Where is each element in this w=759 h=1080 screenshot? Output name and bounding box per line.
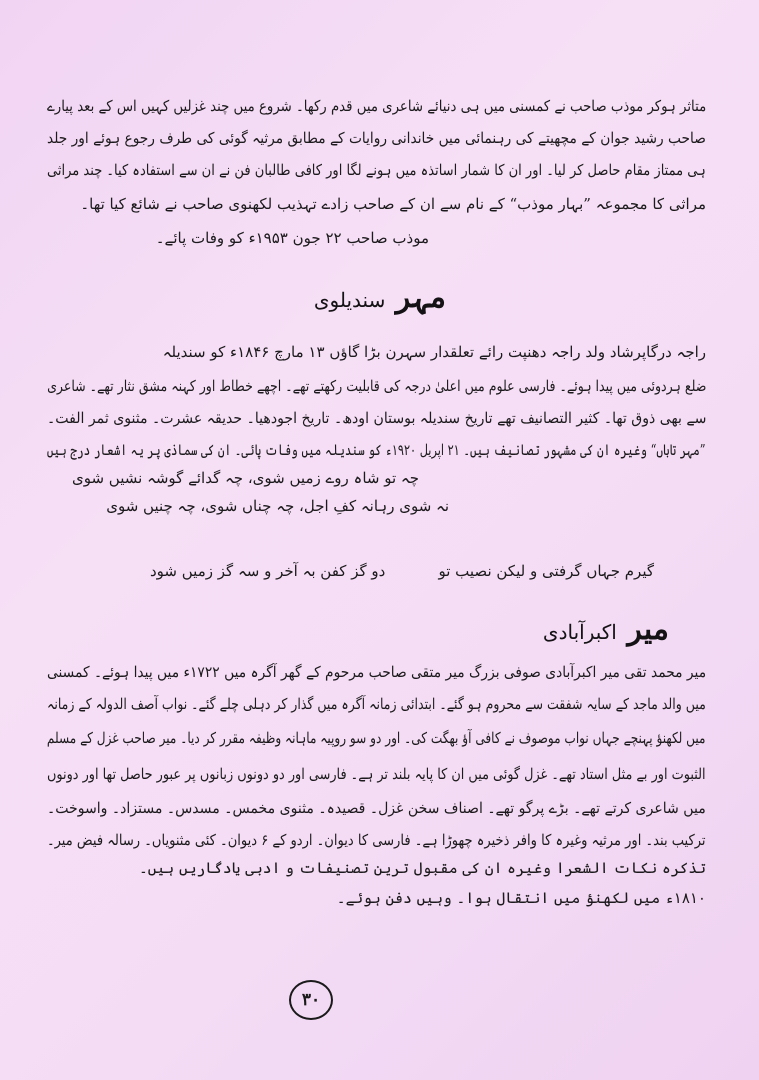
mir-line-4: الثبوت اور بے مثل استاد تھے۔ غزل گوئی میں ان کا پایہ بلند تر ہے۔ فارسی اور دو دونوں زبانوں پر عبور حاصل تھا اور دونوں [47,765,706,783]
page-number: ۳۰ [289,980,333,1020]
mir-line-6: ترکیب بند۔ اور مرثیہ وغیرہ کا وافر ذخیرہ چھوڑا ہے۔ فارسی کا دیوان۔ اردو کے ۶ دیوان۔ کئی مثنویاں۔ رسالہ فیض میر۔ [47,831,706,849]
mir-heading-sub: اکبرآبادی [542,620,617,644]
intro-line-5: موذب صاحب ۲۲ جون ۱۹۵۳ء کو وفات پائے۔ [155,229,429,247]
mir-line-7: تذکرہ نکات الشعرا وغیرہ ان کی مقبول ترین تصنیفات و ادبی یادگاریں ہیں۔ [139,859,706,877]
intro-line-2: صاحب رشید جوان کے مچھیتے کی رہنمائی میں خاندانی روایات کے مطابق مرثیہ گوئی کی طرف رجوع ہوئے اور جلد [47,129,706,147]
verse-left: دو گز کفن بہ آخر و سہ گز زمیں شود [150,562,386,580]
mehr-couplet-2: نہ شوی رہانہ کفِ اجل، چہ چناں شوی، چہ چنیں شوی [106,497,449,515]
intro-line-1: متاثر ہوکر موذب صاحب نے کمسنی میں ہی دنیائے شاعری میں قدم رکھا۔ شروع میں چند غزلیں کہیں اس کے بعد پیارے [46,97,706,115]
mehr-line-4: ”مہر تاباں“ وغیرہ ان کی مشہور تصانیف ہیں۔ ۲۱ اپریل ۱۹۲۰ء کو سندیلہ میں وفات پائی۔ ان کی سماذی پر یہ اشعار درج ہیں [47,441,706,459]
mehr-line-2: ضلع ہردوئی میں پیدا ہوئے۔ فارسی علوم میں اعلیٰ درجہ کی قابلیت رکھتے تھے۔ اچھے خطاط اور کہنہ مشق نثار تھے۔ شاعری [46,377,706,395]
intro-line-4: مراثی کا مجموعہ ”بہار موذب“ کے نام سے ان کے صاحب زادے تہذیب لکھنوی صاحب نے شائع کیا تھا۔ [80,195,706,213]
mehr-heading-sub: سندیلوی [313,288,386,312]
mehr-heading [314,280,446,315]
verse-right: گیرم جہاں گرفتی و لیکن نصیب تو [438,562,654,580]
mehr-line-1: راجہ درگاپرشاد ولد راجہ دھنپت رائے تعلقدار سہرن بڑا گاؤں ۱۳ مارچ ۱۸۴۶ء کو سندیلہ [162,343,706,361]
mehr-couplet-1: چہ تو شاہ روے زمیں شوی، چہ گدائے گوشہ نشیں شوی [71,469,419,487]
intro-line-3: ہی ممتاز مقام حاصل کر لیا۔ اور ان کا شمار اساتذہ میں ہونے لگا اور کافی طالبان فن نے ان سے استفادہ کیا۔ چند مراثی [47,161,706,179]
mir-line-1: میر محمد تقی میر اکبرآبادی صوفی بزرگ میر متقی صاحب مرحوم کے گھر آگرہ میں ۱۷۲۲ء میں پیدا ہوئے۔ کمسنی [46,663,706,681]
mir-line-8: ۱۸۱۰ء میں لکھنؤ میں انتقال ہوا۔ وہیں دفن ہوئے۔ [336,889,706,907]
mir-heading-main: میر [627,612,669,647]
mir-line-3: میں لکھنؤ پہنچے جہاں نواب موصوف نے کافی آؤ بھگت کی۔ اور دو سو روپیہ ماہانہ وظیفہ مقرر کر دیا۔ میر صاحب غزل کے مسلم [47,729,706,747]
mehr-heading-main: مہر [395,280,446,315]
mir-heading [543,612,669,647]
mir-line-5: میں شاعری کرتے تھے۔ بڑے پرگو تھے۔ اصناف سخن غزل۔ قصیدہ۔ مثنوی مخمس۔ مسدس۔ مستزاد۔ واسوخت۔ [47,799,706,817]
mehr-line-3: سے بھی ذوق تھا۔ کثیر التصانیف تھے تاریخ سندیلہ بوستان اودھ۔ تاریخ اجودھیا۔ حدیقہ عشرت۔ مثنوی ثمر الفت۔ [46,409,706,427]
mir-line-2: میں والد ماجد کے سایہ شفقت سے محروم ہو گئے۔ ابتدائی زمانہ آگرہ میں گذار کر دہلی چلے گئے۔ نواب آصف الدولہ کے زمانہ [47,695,706,713]
